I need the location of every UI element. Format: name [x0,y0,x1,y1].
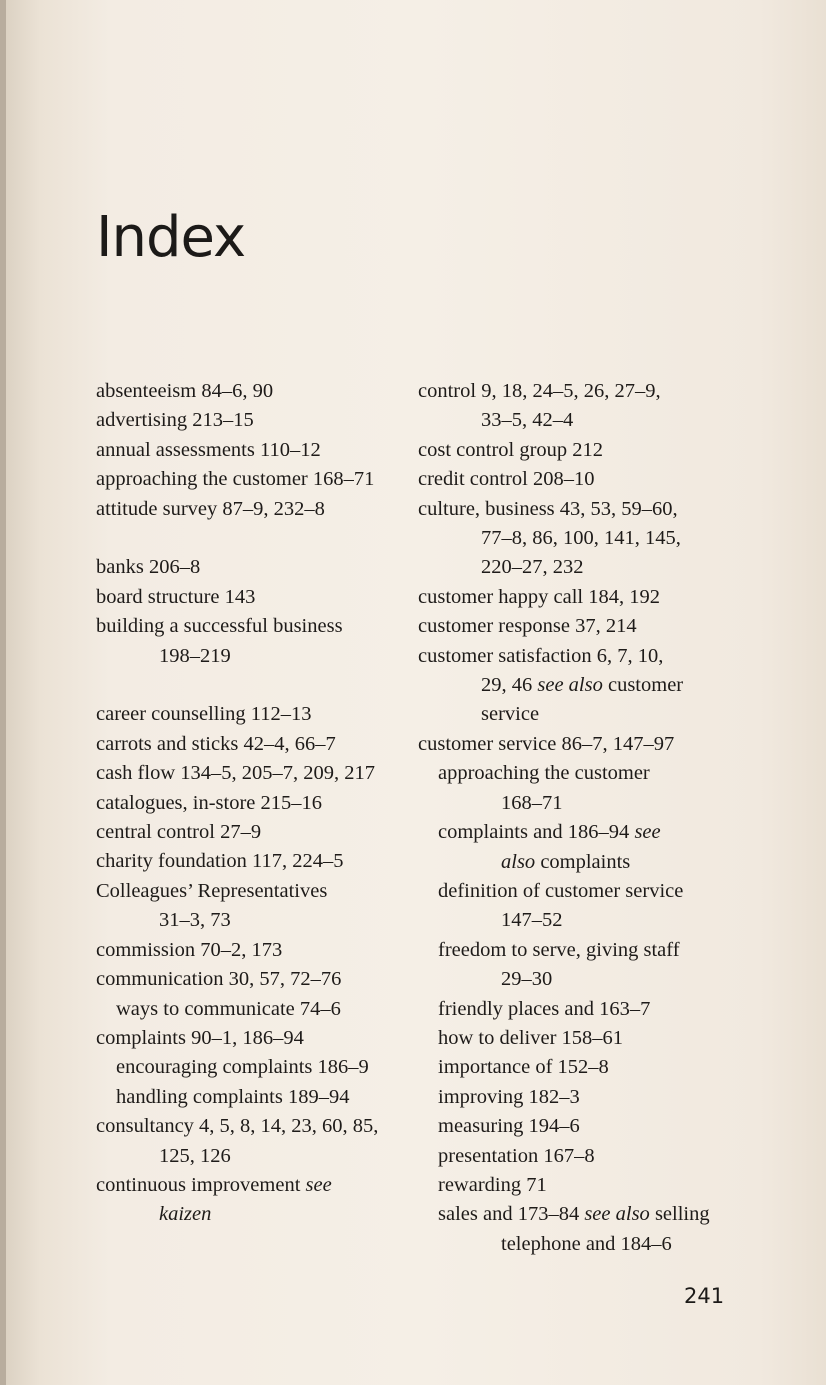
index-subentry: encouraging complaints 186–9 [116,1056,369,1079]
index-entry: communication 30, 57, 72–76 [96,968,342,991]
index-subentry: measuring 194–6 [438,1115,580,1138]
index-entry: cost control group 212 [418,438,604,461]
index-entry: commission 70–2, 173 [96,938,283,961]
index-subentry: approaching the customer 168–71 [438,762,650,814]
index-entry: credit control 208–10 [418,468,595,491]
index-subentry: friendly places and 163–7 [438,997,651,1020]
letter-group-gap [96,524,378,553]
index-subentry: rewarding 71 [438,1173,547,1196]
page-number: 241 [684,1284,725,1308]
index-subentry: ways to communicate 74–6 [116,997,341,1020]
index-subentry: improving 182–3 [438,1085,580,1108]
index-entry: customer satisfaction 6, 7, 10, 29, 46 see also customer service [418,644,684,726]
index-entry: complaints 90–1, 186–94 [96,1026,304,1049]
page-title: Index [96,205,246,270]
index-entry: control 9, 18, 24–5, 26, 27–9, 33–5, 42–4 [418,380,661,432]
index-subentry: definition of customer service 147–52 [438,879,684,932]
index-entry: career counselling 112–13 [96,703,312,726]
index-entry: board structure 143 [96,585,256,608]
page-spine-edge [0,0,6,1385]
index-subentry: importance of 152–8 [438,1056,609,1079]
index-entry: approaching the customer 168–71 [96,468,375,491]
index-column-left [96,377,378,1230]
index-entry: central control 27–9 [96,821,262,844]
index-subentry: presentation 167–8 [438,1144,595,1167]
index-entry: banks 206–8 [96,556,201,579]
index-entry: customer happy call 184, 192 [418,585,660,608]
index-entry: continuous improvement see kaizen [96,1173,332,1226]
index-entry: consultancy 4, 5, 8, 14, 23, 60, 85, 125, 126 [96,1115,379,1167]
index-entry: culture, business 43, 53, 59–60, 77–8, 86, 100, 141, 145, 220–27, 232 [418,497,681,579]
index-subentry: how to deliver 158–61 [438,1026,624,1049]
index-entry: advertising 213–15 [96,409,254,432]
index-entry: catalogues, in-store 215–16 [96,791,323,814]
index-subentry: sales and 173–84 see also selling telephone and 184–6 [438,1203,710,1255]
index-entry: carrots and sticks 42–4, 66–7 [96,732,336,755]
index-subentry: freedom to serve, giving staff 29–30 [438,938,680,991]
index-entry: attitude survey 87–9, 232–8 [96,497,325,520]
index-subentry: complaints and 186–94 see also complaints [438,821,661,873]
index-entry: annual assessments 110–12 [96,438,321,461]
index-entry: Colleagues’ Representatives 31–3, 73 [96,879,328,932]
index-column-right [418,377,710,1259]
letter-group-gap [96,671,378,700]
index-entry: customer service 86–7, 147–97 [418,732,675,755]
index-entry: charity foundation 117, 224–5 [96,850,344,873]
index-subentry: handling complaints 189–94 [116,1085,350,1108]
index-entry: customer response 37, 214 [418,615,637,638]
index-entry: absenteeism 84–6, 90 [96,380,274,402]
index-entry: cash flow 134–5, 205–7, 209, 217 [96,762,376,785]
index-entry: building a successful business 198–219 [96,615,343,667]
